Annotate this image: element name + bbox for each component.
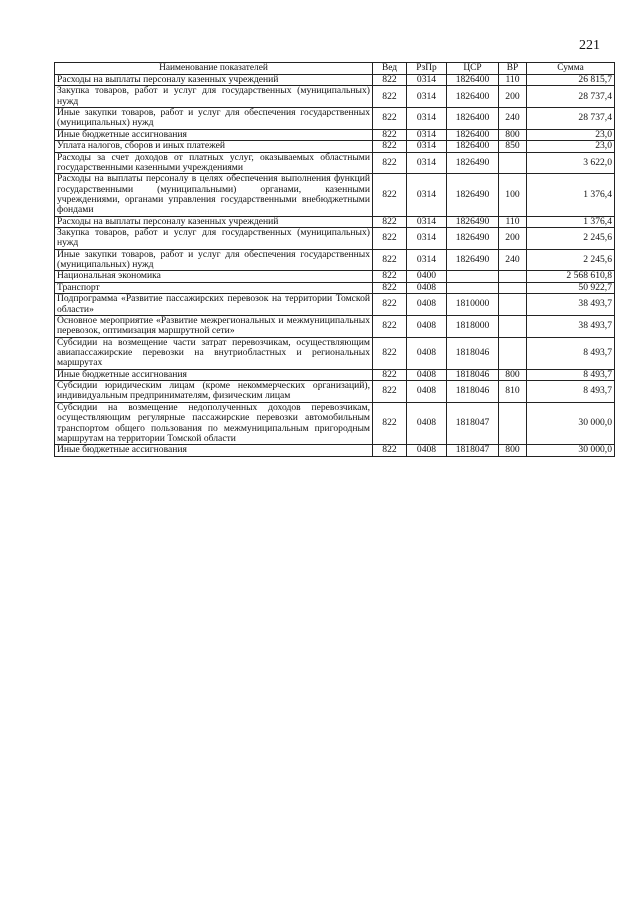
table-row [55,216,615,227]
row-name-cell: Субсидии на возмещение недополученных доходов перевозчикам, осуществляющим регулярные пассажирские перевозки автомобильным транспортом общего пользования по межмуниципальным пригородным маршрутам на территории Томской области [55,402,373,444]
row-csr-cell: 1826490 [447,249,499,271]
row-ved-cell: 822 [373,282,407,293]
table-row [55,86,615,108]
row-name-cell: Основное мероприятие «Развитие межрегиональных и межмуниципальных перевозок, оптимизация маршрутной сети» [55,315,373,337]
row-rzpr-cell: 0314 [407,141,447,152]
row-rzpr-cell: 0408 [407,369,447,380]
row-vr-cell: 800 [499,369,527,380]
row-name-cell: Расходы на выплаты персоналу казенных учреждений [55,75,373,86]
row-ved-cell: 822 [373,152,407,174]
row-ved-cell: 822 [373,271,407,282]
row-csr-cell: 1818046 [447,369,499,380]
header-name: Наименование показателей [55,63,373,75]
row-sum-cell: 30 000,0 [527,445,615,456]
table-row [55,381,615,403]
row-ved-cell: 822 [373,174,407,216]
row-vr-cell: 200 [499,228,527,250]
row-csr-cell [447,282,499,293]
row-rzpr-cell: 0314 [407,129,447,140]
row-sum-cell: 2 568 610,8 [527,271,615,282]
row-ved-cell: 822 [373,337,407,369]
row-ved-cell: 822 [373,141,407,152]
table-row [55,75,615,86]
table-header-row [55,63,615,75]
row-name-cell: Транспорт [55,282,373,293]
row-vr-cell: 110 [499,216,527,227]
row-sum-cell: 28 737,4 [527,108,615,130]
row-ved-cell: 822 [373,445,407,456]
row-sum-cell: 38 493,7 [527,294,615,316]
row-vr-cell: 200 [499,86,527,108]
row-rzpr-cell: 0314 [407,108,447,130]
row-vr-cell: 810 [499,381,527,403]
row-sum-cell: 1 376,4 [527,174,615,216]
row-csr-cell: 1826490 [447,152,499,174]
row-vr-cell: 800 [499,445,527,456]
row-name-cell: Субсидии на возмещение части затрат перевозчикам, осуществляющим авиапассажирские перевозки на внутриобластных и региональных маршрутах [55,337,373,369]
row-sum-cell: 8 493,7 [527,369,615,380]
row-sum-cell: 2 245,6 [527,249,615,271]
row-name-cell: Иные закупки товаров, работ и услуг для обеспечения государственных (муниципальных) нужд [55,108,373,130]
row-name-cell: Национальная экономика [55,271,373,282]
row-vr-cell: 100 [499,174,527,216]
row-rzpr-cell: 0408 [407,282,447,293]
row-csr-cell: 1818046 [447,337,499,369]
row-csr-cell: 1826400 [447,129,499,140]
row-sum-cell: 23,0 [527,141,615,152]
row-sum-cell: 38 493,7 [527,315,615,337]
row-sum-cell: 23,0 [527,129,615,140]
row-rzpr-cell: 0408 [407,402,447,444]
row-csr-cell: 1826490 [447,174,499,216]
row-name-cell: Иные бюджетные ассигнования [55,445,373,456]
row-ved-cell: 822 [373,381,407,403]
row-name-cell: Субсидии юридическим лицам (кроме некоммерческих организаций), индивидуальным предпринимателям, физическим лицам [55,381,373,403]
row-sum-cell: 28 737,4 [527,86,615,108]
row-name-cell: Иные бюджетные ассигнования [55,369,373,380]
table-row [55,271,615,282]
row-rzpr-cell: 0314 [407,75,447,86]
row-ved-cell: 822 [373,402,407,444]
row-sum-cell: 3 622,0 [527,152,615,174]
row-ved-cell: 822 [373,216,407,227]
row-rzpr-cell: 0314 [407,249,447,271]
row-name-cell: Подпрограмма «Развитие пассажирских перевозок на территории Томской области» [55,294,373,316]
row-rzpr-cell: 0314 [407,174,447,216]
row-name-cell: Расходы на выплаты персоналу в целях обеспечения выполнения функций государственными (муниципальными) органами, казенными учреждениями, органами управления государственными внебюджетными фондами [55,174,373,216]
row-ved-cell: 822 [373,249,407,271]
budget-table [54,62,615,457]
header-sum: Сумма [527,63,615,75]
row-csr-cell: 1826400 [447,86,499,108]
row-csr-cell: 1818046 [447,381,499,403]
row-name-cell: Иные закупки товаров, работ и услуг для обеспечения государственных (муниципальных) нужд [55,249,373,271]
header-csr: ЦСР [447,63,499,75]
row-rzpr-cell: 0314 [407,152,447,174]
table-row [55,152,615,174]
page-number: 221 [579,38,600,53]
row-ved-cell: 822 [373,369,407,380]
row-csr-cell: 1826490 [447,228,499,250]
row-vr-cell: 240 [499,108,527,130]
row-name-cell: Иные бюджетные ассигнования [55,129,373,140]
row-rzpr-cell: 0314 [407,86,447,108]
table-row [55,445,615,456]
row-name-cell: Расходы за счет доходов от платных услуг, оказываемых областными государственными казенными учреждениями [55,152,373,174]
row-csr-cell: 1818047 [447,402,499,444]
header-rzpr: РзПр [407,63,447,75]
table-row [55,141,615,152]
row-rzpr-cell: 0408 [407,315,447,337]
table-row [55,108,615,130]
row-csr-cell: 1810000 [447,294,499,316]
table-row [55,174,615,216]
row-csr-cell: 1826400 [447,75,499,86]
row-vr-cell: 800 [499,129,527,140]
row-vr-cell [499,294,527,316]
row-sum-cell: 30 000,0 [527,402,615,444]
row-sum-cell: 2 245,6 [527,228,615,250]
row-sum-cell: 1 376,4 [527,216,615,227]
row-csr-cell: 1826490 [447,216,499,227]
table-row [55,294,615,316]
table-row [55,402,615,444]
row-ved-cell: 822 [373,228,407,250]
row-name-cell: Закупка товаров, работ и услуг для государственных (муниципальных) нужд [55,86,373,108]
row-vr-cell: 240 [499,249,527,271]
row-csr-cell: 1818000 [447,315,499,337]
row-rzpr-cell: 0314 [407,216,447,227]
table-row [55,369,615,380]
table-row [55,228,615,250]
row-sum-cell: 8 493,7 [527,381,615,403]
row-ved-cell: 822 [373,129,407,140]
row-rzpr-cell: 0408 [407,337,447,369]
row-rzpr-cell: 0400 [407,271,447,282]
row-vr-cell [499,402,527,444]
row-csr-cell: 1826400 [447,108,499,130]
header-vr: ВР [499,63,527,75]
row-vr-cell [499,282,527,293]
table-row [55,282,615,293]
row-csr-cell: 1818047 [447,445,499,456]
row-sum-cell: 50 922,7 [527,282,615,293]
row-ved-cell: 822 [373,315,407,337]
row-sum-cell: 26 815,7 [527,75,615,86]
row-ved-cell: 822 [373,108,407,130]
table-row [55,337,615,369]
row-ved-cell: 822 [373,86,407,108]
row-name-cell: Расходы на выплаты персоналу казенных учреждений [55,216,373,227]
row-vr-cell [499,152,527,174]
row-vr-cell: 850 [499,141,527,152]
row-sum-cell: 8 493,7 [527,337,615,369]
row-ved-cell: 822 [373,294,407,316]
row-name-cell: Уплата налогов, сборов и иных платежей [55,141,373,152]
table-row [55,129,615,140]
row-rzpr-cell: 0314 [407,228,447,250]
table-row [55,249,615,271]
table-row [55,315,615,337]
row-rzpr-cell: 0408 [407,381,447,403]
row-vr-cell: 110 [499,75,527,86]
row-rzpr-cell: 0408 [407,445,447,456]
row-vr-cell [499,271,527,282]
row-rzpr-cell: 0408 [407,294,447,316]
header-ved: Вед [373,63,407,75]
row-vr-cell [499,337,527,369]
row-csr-cell [447,271,499,282]
row-vr-cell [499,315,527,337]
row-csr-cell: 1826400 [447,141,499,152]
row-ved-cell: 822 [373,75,407,86]
row-name-cell: Закупка товаров, работ и услуг для государственных (муниципальных) нужд [55,228,373,250]
